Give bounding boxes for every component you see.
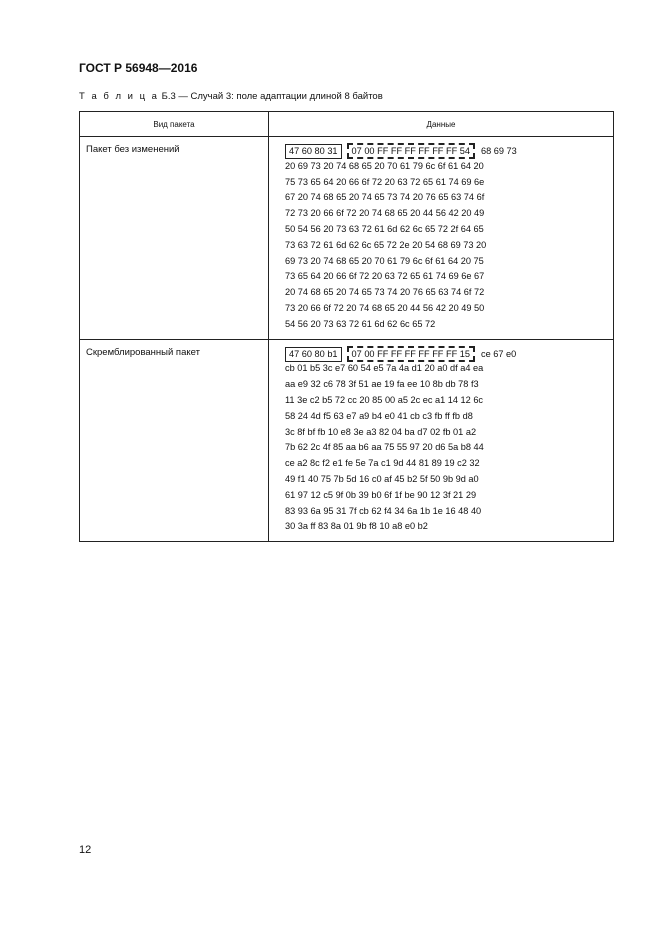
column-header-data: Данные <box>269 112 614 137</box>
data-line: 73 63 72 61 6d 62 6c 65 72 2e 20 54 68 69 73 20 <box>285 239 487 250</box>
table-row <box>80 339 614 542</box>
data-line: 75 73 65 64 20 66 6f 72 20 63 72 65 61 74 69 6e <box>285 176 485 187</box>
table-caption-prefix: Т а б л и ц а <box>79 91 159 102</box>
table-caption-text: Б.3 — Случай 3: поле адаптации длиной 8 байтов <box>158 91 383 102</box>
data-line: 50 54 56 20 73 63 72 61 6d 62 6c 65 72 2f 64 65 <box>285 223 484 234</box>
data-line: 73 20 66 6f 72 20 74 68 65 20 44 56 42 20 49 50 <box>285 302 485 313</box>
data-line: 20 74 68 65 20 74 65 73 74 20 76 65 63 74 6f 72 <box>285 287 485 298</box>
row-data <box>269 339 614 542</box>
data-first-line <box>285 346 609 362</box>
table-header-row <box>80 112 614 137</box>
row-label: Скремблированный пакет <box>80 339 269 542</box>
data-line: 49 f1 40 75 7b 5d 16 c0 af 45 b2 5f 50 9b 9d a0 <box>285 473 479 484</box>
table-caption <box>79 91 383 102</box>
row-data <box>269 137 614 340</box>
data-line: 73 65 64 20 66 6f 72 20 63 72 65 61 74 69 6e 67 <box>285 271 485 282</box>
data-line: 11 3e c2 b5 72 cc 20 85 00 a5 2c ec a1 14 12 6c <box>285 394 484 405</box>
data-line: ce a2 8c f2 e1 fe 5e 7a c1 9d 44 81 89 19 c2 32 <box>285 458 480 469</box>
column-header-packet-type: Вид пакета <box>80 112 269 137</box>
header-bytes-box: 47 60 80 b1 <box>285 347 342 362</box>
data-line: 72 73 20 66 6f 72 20 74 68 65 20 44 56 42 20 49 <box>285 208 485 219</box>
data-line: aa e9 32 c6 78 3f 51 ae 19 fa ee 10 8b db 78 f3 <box>285 379 479 390</box>
data-table <box>79 111 614 542</box>
page-number: 12 <box>79 844 92 856</box>
data-line-rest: 68 69 73 <box>480 146 517 156</box>
data-line: 20 69 73 20 74 68 65 20 70 61 79 6c 6f 61 64 20 <box>285 160 484 171</box>
header-bytes-box: 47 60 80 31 <box>285 144 342 159</box>
data-line: 58 24 4d f5 63 e7 a9 b4 e0 41 cb c3 fb ff fb d8 <box>285 410 473 421</box>
data-line: 3c 8f bf fb 10 e8 3e a3 82 04 ba d7 02 fb 01 a2 <box>285 426 477 437</box>
adaptation-field-box: 07 00 FF FF FF FF FF FF 15 <box>347 346 475 362</box>
data-line: 54 56 20 73 63 72 61 6d 62 6c 65 72 <box>285 318 436 329</box>
data-line: 30 3a ff 83 8a 01 9b f8 10 a8 e0 b2 <box>285 521 428 532</box>
data-line: 67 20 74 68 65 20 74 65 73 74 20 76 65 63 74 6f <box>285 192 485 203</box>
data-line: cb 01 b5 3c e7 60 54 e5 7a 4a d1 20 a0 df a4 ea <box>285 363 484 374</box>
data-line: 69 73 20 74 68 65 20 70 61 79 6c 6f 61 64 20 75 <box>285 255 484 266</box>
row-label: Пакет без изменений <box>80 137 269 340</box>
adaptation-field-box: 07 00 FF FF FF FF FF FF 54 <box>347 143 475 159</box>
data-first-line <box>285 143 609 159</box>
data-line: 7b 62 2c 4f 85 aa b6 aa 75 55 97 20 d6 5a b8 44 <box>285 442 484 453</box>
document-header: ГОСТ Р 56948—2016 <box>79 61 198 75</box>
data-line: 83 93 6a 95 31 7f cb 62 f4 34 6a 1b 1e 16 48 40 <box>285 505 482 516</box>
data-line: 61 97 12 c5 9f 0b 39 b0 6f 1f be 90 12 3f 21 29 <box>285 489 477 500</box>
data-line-rest: ce 67 e0 <box>480 348 517 359</box>
table-row <box>80 137 614 340</box>
